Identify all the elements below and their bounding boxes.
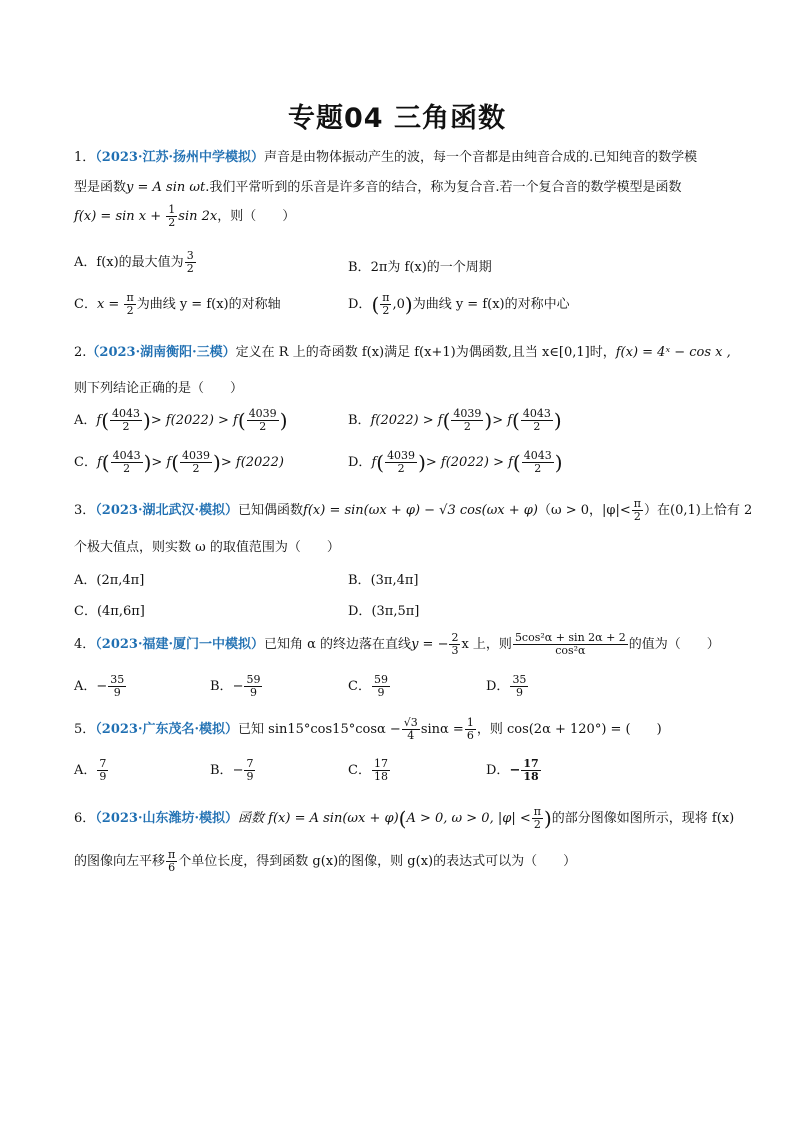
- q1-option-c[interactable]: C．x = $\frac{\pi}{2}$ 为曲线 y = f(x)的对称轴: [74, 291, 281, 317]
- q1-a-fraction: $\frac{3}{2}$: [186, 249, 194, 275]
- q1-option-d[interactable]: D．( $\frac{\pi}{2}$ ,0)为曲线 y = f(x)的对称中心: [348, 291, 570, 317]
- q5-option-d[interactable]: D．− $\frac{17}{18}$: [486, 757, 539, 783]
- q3-source: （2023·湖北武汉·模拟）: [95, 503, 239, 518]
- q1-text2c: .我们平常听到的乐音是许多音的结合，称为复合音.若一个复合音的数学模型是函数: [205, 180, 682, 195]
- q3-option-c[interactable]: C．(4π,6π]: [74, 604, 145, 619]
- q4-expression-fraction: $\frac{\text{5cos²α + sin 2α + 2}}{\text{cos²α}}$: [514, 631, 626, 657]
- q2-option-c[interactable]: C．f( $\frac{4043}{2}$ )> f( $\frac{4039}{2}$ )> f(2022): [74, 449, 284, 475]
- q5-number: 5．: [74, 722, 96, 737]
- q4-option-a[interactable]: A．− $\frac{35}{9}$: [74, 673, 125, 699]
- q2-option-a[interactable]: A．f( $\frac{4043}{2}$ )> f(2022) > f( $\frac{4039}{2}$ ): [74, 407, 288, 433]
- q3-option-a[interactable]: A．(2π,4π]: [74, 573, 145, 588]
- q1-line3: [74, 204, 295, 229]
- q1-d-fraction: $\frac{\pi}{2}$: [382, 291, 390, 317]
- q4-option-d[interactable]: D． $\frac{35}{9}$: [486, 673, 527, 699]
- q5-source: （2023·广东茂名·模拟）: [95, 722, 239, 737]
- q1-fraction: $\frac{1}{2}$: [168, 203, 176, 229]
- q6-source: （2023·山东潍坊·模拟）: [95, 811, 239, 826]
- q3-option-b[interactable]: B．(3π,4π]: [348, 573, 419, 588]
- q3-line1: 3．（2023·湖北武汉·模拟）已知偶函数f(x) = sin(ωx + φ) − √3 cos(ωx + φ)（ω > 0，|φ|< $\frac{\pi}{2}$ ）在(0,1)上恰有 2: [74, 497, 753, 523]
- q1-text3c: ，则（ ）: [217, 209, 296, 224]
- q4-source: （2023·福建·厦门一中模拟）: [95, 637, 265, 652]
- q2-option-d[interactable]: D．f( $\frac{4039}{2}$ )> f(2022) > f( $\frac{4043}{2}$ ): [348, 449, 563, 475]
- q3-line2: 个极大值点，则实数 ω 的取值范围为（ ）: [74, 540, 340, 555]
- q4-line1: 4．（2023·福建·厦门一中模拟）已知角 α 的终边落在直线y = − $\frac{2}{3}$ x 上，则 $\frac{\text{5cos²α + sin 2α + 2}}{\text{cos²α}}$ 的值为（ ）: [74, 631, 720, 657]
- q5-option-a[interactable]: A． $\frac{7}{9}$: [74, 757, 107, 783]
- q2-line2: 则下列结论正确的是（ ）: [74, 381, 244, 396]
- q6-line1: 6．（2023·山东潍坊·模拟）函数 f(x) = A sin(ωx + φ)(A > 0, ω > 0, |φ| < $\frac{\pi}{2}$ )的部分图像如图所示，现将 f(x): [74, 805, 735, 831]
- q4-option-b[interactable]: B．− $\frac{59}{9}$: [210, 673, 261, 699]
- q4-number: 4．: [74, 637, 96, 652]
- q2-number: 2.: [74, 345, 87, 360]
- q1-option-a[interactable]: A．f(x)的最大值为 $\frac{3}{2}$: [74, 249, 194, 275]
- q1-text1: 声音是由物体振动产生的波，每一个音都是由纯音合成的.已知纯音的数学模: [264, 150, 698, 165]
- q1-source: （2023·江苏·扬州中学模拟）: [95, 150, 265, 165]
- q6-line2: 的图像向左平移 $\frac{\pi}{6}$ 个单位长度，得到函数 g(x)的图像，则 g(x)的表达式可以为（ ）: [74, 848, 577, 874]
- q6-number: 6．: [74, 811, 96, 826]
- q3-option-d[interactable]: D．(3π,5π]: [348, 604, 420, 619]
- q5-line1: 5．（2023·广东茂名·模拟）已知 sin15°cos15°cosα − $\frac{√3}{4}$ sinα = $\frac{1}{6}$ ，则 cos(2α + 120°) = ( ): [74, 716, 662, 742]
- q5-option-c[interactable]: C． $\frac{17}{18}$: [348, 757, 388, 783]
- q1-line2: [74, 176, 681, 195]
- q1-option-b[interactable]: B．2π为 f(x)的一个周期: [348, 260, 492, 275]
- q1-c-fraction: $\frac{\pi}{2}$: [126, 291, 134, 317]
- q1-line1: [74, 146, 697, 165]
- q3-number: 3．: [74, 503, 96, 518]
- page-title: 专题04 三角函数: [288, 103, 506, 134]
- q1-formula-a: f(x) = sin x +: [74, 209, 166, 224]
- q2-line1: 2.（2023·湖南衡阳·三模）定义在 R 上的奇函数 f(x)满足 f(x+1)为偶函数,且当 x∈[0,1]时，f(x) = 4ˣ − cos x ,: [74, 345, 731, 360]
- q1-text2a: 型是函数: [74, 180, 127, 195]
- q1-formula-model: y = A sin ωt: [126, 180, 206, 195]
- q1-number: 1．: [74, 150, 96, 165]
- q5-option-b[interactable]: B．− $\frac{7}{9}$: [210, 757, 254, 783]
- q2-option-b[interactable]: B．f(2022) > f( $\frac{4039}{2}$ )> f( $\frac{4043}{2}$ ): [348, 407, 562, 433]
- q4-option-c[interactable]: C． $\frac{59}{9}$: [348, 673, 388, 699]
- q2-source: （2023·湖南衡阳·三模）: [86, 345, 236, 360]
- q1-formula-b: sin 2x: [178, 209, 218, 224]
